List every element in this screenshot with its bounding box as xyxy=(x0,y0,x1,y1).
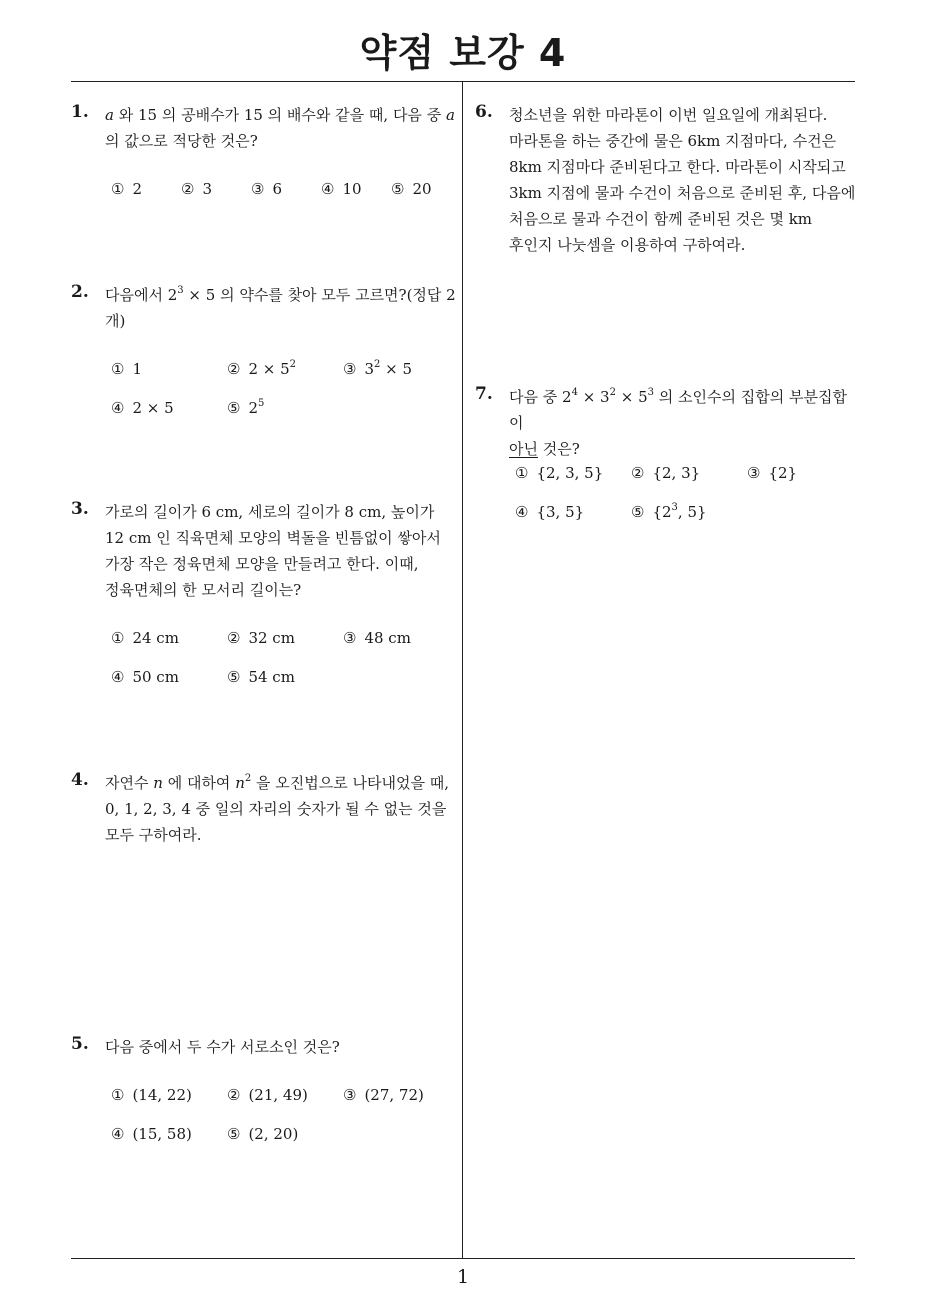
choice-3[interactable]: ③ 6 xyxy=(251,180,282,198)
problem-text: 다음에서 $2^3 \times 5$ 의 약수를 찾아 모두 고르면?(정답 2 개) xyxy=(105,285,456,330)
choice-1[interactable]: ① 24 cm xyxy=(111,629,179,647)
problem-number: 1. xyxy=(71,102,89,122)
choice-3[interactable]: ③ 48 cm xyxy=(343,629,411,647)
choice-4[interactable]: ④ 2 × 5 xyxy=(111,399,174,417)
choice-5[interactable]: ⑤ 54 cm xyxy=(227,668,295,686)
problem-number: 2. xyxy=(71,282,89,302)
choice-4[interactable]: ④ 50 cm xyxy=(111,668,179,686)
problem-text: 다음 중 $2^4 \times 3^2 \times 5^3$ 의 소인수의 집합의 부분집합이 아닌 것은? xyxy=(509,387,847,458)
choice-4[interactable]: ④ (15, 58) xyxy=(111,1125,192,1143)
problem-number: 3. xyxy=(71,499,89,519)
problem-text: 청소년을 위한 마라톤이 이번 일요일에 개최된다. 마라톤을 하는 중간에 물은 6km 지점마다, 수건은 8km 지점마다 준비된다고 한다. 마라톤이 시작되고 3km 지점에 물과 수건이 처음으로 준비된 후, 다음에 처음으로 물과 수건이 함께 준비된 것은 몇 km 후인지 나눗셈을 이용하여 구하여라. xyxy=(509,106,856,254)
choice-1[interactable]: ① 2 xyxy=(111,180,142,198)
problem-text: 자연수 n 에 대하여 $n^2$ 을 오진법으로 나타내었을 때, 0, 1, 2, 3, 4 중 일의 자리의 숫자가 될 수 없는 것을 모두 구하여라. xyxy=(105,773,449,844)
choice-3[interactable]: ③ $3^2 \times 5$ xyxy=(343,359,413,378)
choice-5[interactable]: ⑤ 20 xyxy=(391,180,432,198)
problem-number: 5. xyxy=(71,1034,89,1054)
choice-2[interactable]: ② 3 xyxy=(181,180,212,198)
column-divider xyxy=(462,82,463,1258)
problem-number: 7. xyxy=(475,384,493,404)
problem-number: 6. xyxy=(475,102,493,122)
choice-1[interactable]: ① {2, 3, 5} xyxy=(515,464,604,482)
footer-rule xyxy=(71,1258,855,1259)
page-number: 1 xyxy=(456,1266,470,1288)
choice-3[interactable]: ③ (27, 72) xyxy=(343,1086,424,1104)
page-title: 약점 보강 4 xyxy=(359,31,567,75)
header-rule xyxy=(71,81,855,82)
choice-1[interactable]: ① (14, 22) xyxy=(111,1086,192,1104)
choice-5[interactable]: ⑤ (2, 20) xyxy=(227,1125,299,1143)
problem-text: 가로의 길이가 6 cm, 세로의 길이가 8 cm, 높이가 12 cm 인 직육면체 모양의 벽돌을 빈틈없이 쌓아서 가장 작은 정육면체 모양을 만들려고 한다. 이때, 정육면체의 한 모서리 길이는? xyxy=(105,503,441,599)
choice-2[interactable]: ② 32 cm xyxy=(227,629,295,647)
problem-text: 다음 중에서 두 수가 서로소인 것은? xyxy=(105,1038,340,1056)
choice-3[interactable]: ③ {2} xyxy=(747,464,798,482)
problem-number: 4. xyxy=(71,770,89,790)
choice-2[interactable]: ② {2, 3} xyxy=(631,464,701,482)
choice-5[interactable]: ⑤ $2^5$ xyxy=(227,398,265,417)
choice-5[interactable]: ⑤ {$2^3$, 5} xyxy=(631,502,707,521)
choice-4[interactable]: ④ {3, 5} xyxy=(515,503,585,521)
emphasis-underline: 아닌 xyxy=(509,440,538,458)
choice-2[interactable]: ② $2 \times 5^2$ xyxy=(227,359,297,378)
problem-text: a 와 15 의 공배수가 15 의 배수와 같을 때, 다음 중 a 의 값으로 적당한 것은? xyxy=(105,106,455,150)
choice-1[interactable]: ① 1 xyxy=(111,360,142,378)
choice-2[interactable]: ② (21, 49) xyxy=(227,1086,308,1104)
choice-4[interactable]: ④ 10 xyxy=(321,180,362,198)
